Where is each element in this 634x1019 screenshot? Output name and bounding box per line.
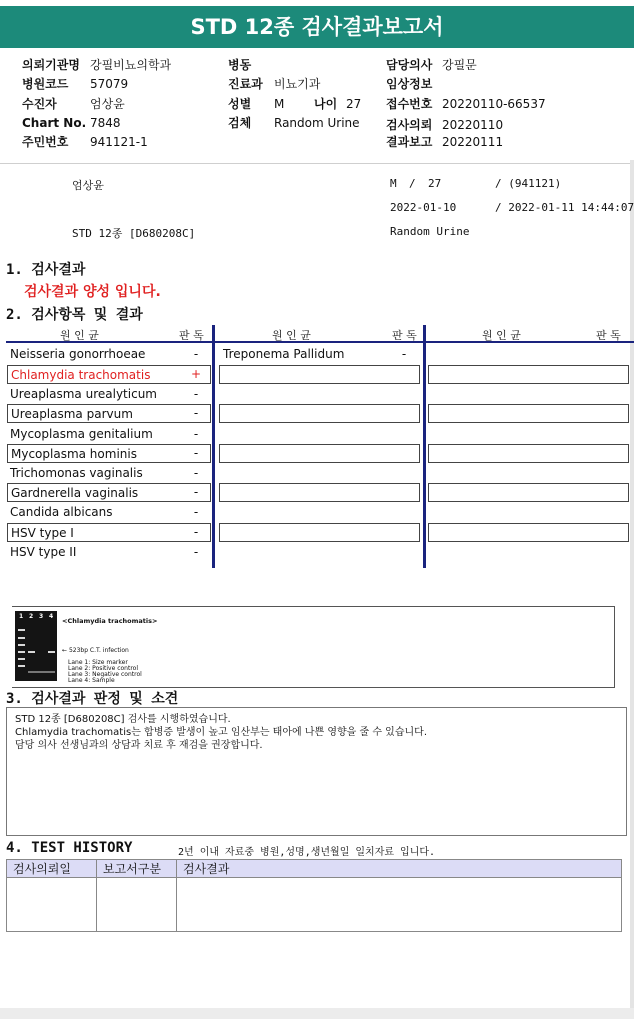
page-edge-right bbox=[630, 160, 634, 1019]
column-header-verdict: 판 독 bbox=[596, 329, 621, 342]
organism-neisseria-gonorrhoeae: Neisseria gonorrhoeae bbox=[10, 347, 146, 361]
header-field-department: 진료과 비뇨기과 bbox=[228, 77, 321, 91]
header-field-receipt-no: 접수번호 20220110-66537 bbox=[386, 97, 546, 111]
report-datetime: / 2022-01-11 14:44:07 bbox=[495, 201, 634, 214]
test-code: STD 12종 [D680208C] bbox=[72, 227, 196, 240]
marker-band bbox=[18, 637, 25, 639]
section-3-title: 3. 검사결과 판정 및 소견 bbox=[6, 691, 179, 707]
header-field-report-date: 결과보고 20220111 bbox=[386, 135, 504, 149]
table-row bbox=[7, 878, 622, 932]
opinion-line: STD 12종 [D680208C] 검사를 시행하였습니다. bbox=[15, 714, 231, 725]
header-field-age: 나이 27 bbox=[314, 97, 362, 111]
table-cell bbox=[7, 878, 97, 932]
lane-number: 4 bbox=[49, 613, 54, 620]
gel-image bbox=[15, 611, 57, 681]
patient-age: 27 bbox=[428, 177, 442, 190]
report-title: STD 12종 검사결과보고서 bbox=[0, 6, 634, 48]
history-note: 2년 이내 자료중 병원,성명,생년월일 일치자료 입니다. bbox=[178, 847, 436, 858]
verdict-gardnerella-vaginalis: - bbox=[193, 485, 199, 499]
header-field-sex: 성별 M bbox=[228, 97, 285, 111]
gel-title: <Chlamydia trachomatis> bbox=[62, 617, 158, 625]
gel-legend-item: Lane 1: Size marker bbox=[68, 659, 128, 666]
patient-sex: M bbox=[390, 177, 397, 190]
gel-electrophoresis-panel bbox=[12, 606, 615, 688]
column-header-result: 검사결과 bbox=[177, 860, 622, 878]
verdict-mycoplasma-hominis: - bbox=[193, 446, 199, 460]
sample-band bbox=[48, 651, 55, 653]
header-field-specimen: 검체 Random Urine bbox=[228, 116, 360, 130]
header-field-clinical-info: 임상정보 bbox=[386, 77, 433, 91]
organism-ureaplasma-urealyticum: Ureaplasma urealyticum bbox=[10, 387, 157, 401]
empty-result-box bbox=[428, 404, 629, 423]
verdict-treponema-pallidum: - bbox=[401, 347, 407, 361]
empty-result-box bbox=[428, 365, 629, 384]
column-header-organism: 원 인 균 bbox=[482, 329, 521, 342]
empty-result-box bbox=[428, 523, 629, 542]
header-field-doctor: 담당의사 강필문 bbox=[386, 58, 477, 72]
empty-result-box bbox=[219, 365, 420, 384]
header-field-ward: 병동 bbox=[228, 58, 252, 72]
column-header-organism: 원 인 균 bbox=[60, 329, 99, 342]
page-edge-bottom bbox=[0, 1008, 634, 1019]
primer-dimer-band bbox=[28, 671, 55, 673]
verdict-hsv-type-2: - bbox=[193, 545, 199, 559]
header-field-institution: 의뢰기관명 강필비뇨의학과 bbox=[22, 58, 172, 72]
result-message: 검사결과 양성 입니다. bbox=[24, 284, 161, 300]
table-cell bbox=[97, 878, 177, 932]
verdict-candida-albicans: - bbox=[193, 505, 199, 519]
lane-number: 2 bbox=[29, 613, 34, 620]
marker-band bbox=[18, 665, 25, 667]
patient-slash: / bbox=[409, 177, 416, 190]
opinion-line: 담당 의사 선생님과의 상담과 치료 후 재검을 권장합니다. bbox=[15, 740, 263, 751]
gel-band-label-text: 523bp C.T. infection bbox=[68, 647, 129, 654]
organism-trichomonas-vaginalis: Trichomonas vaginalis bbox=[10, 466, 143, 480]
empty-result-box bbox=[428, 483, 629, 502]
opinion-line: Chlamydia trachomatis는 합병증 발생이 높고 임산부는 태아에 나쁜 영향을 줄 수 있습니다. bbox=[15, 727, 427, 738]
table-cell bbox=[177, 878, 622, 932]
patient-name: 엄상윤 bbox=[72, 179, 104, 192]
marker-band bbox=[18, 629, 25, 631]
column-header-2 bbox=[214, 327, 424, 343]
empty-result-box bbox=[219, 523, 420, 542]
opinion-box bbox=[6, 707, 627, 836]
marker-band bbox=[18, 644, 25, 646]
column-header-verdict: 판 독 bbox=[392, 329, 417, 342]
marker-band bbox=[18, 658, 25, 660]
header-field-hospital-code: 병원코드 57079 bbox=[22, 77, 129, 91]
organism-mycoplasma-genitalium: Mycoplasma genitalium bbox=[10, 427, 153, 441]
header-field-patient: 수진자 엄상윤 bbox=[22, 97, 125, 111]
empty-result-box bbox=[428, 444, 629, 463]
verdict-ureaplasma-parvum: - bbox=[193, 406, 199, 420]
header-field-request-date: 검사의뢰 20220110 bbox=[386, 118, 504, 132]
positive-control-band bbox=[28, 651, 35, 653]
organism-hsv-type-1: HSV type I bbox=[7, 523, 211, 542]
gel-legend-item: Lane 4: Sample bbox=[68, 677, 115, 684]
organism-treponema-pallidum: Treponema Pallidum bbox=[223, 347, 345, 361]
organism-ureaplasma-parvum: Ureaplasma parvum bbox=[7, 404, 211, 423]
header-divider bbox=[0, 163, 634, 164]
column-header-3 bbox=[426, 327, 634, 343]
header-field-resident-no: 주민번호 941121-1 bbox=[22, 135, 148, 149]
header-field-chart-no: Chart No. 7848 bbox=[22, 116, 121, 130]
empty-result-box bbox=[219, 483, 420, 502]
column-header-request-date: 검사의뢰일 bbox=[7, 860, 97, 878]
organism-chlamydia-trachomatis: Chlamydia trachomatis bbox=[7, 365, 211, 384]
patient-birth: / (941121) bbox=[495, 177, 562, 190]
specimen: Random Urine bbox=[390, 225, 470, 238]
verdict-chlamydia-trachomatis: + bbox=[190, 367, 202, 381]
section-4-title: 4. TEST HISTORY bbox=[6, 840, 133, 856]
organism-hsv-type-2: HSV type II bbox=[10, 545, 77, 559]
request-date: 2022-01-10 bbox=[390, 201, 457, 214]
verdict-mycoplasma-genitalium: - bbox=[193, 427, 199, 441]
table-header-row bbox=[7, 860, 622, 878]
empty-result-box bbox=[219, 444, 420, 463]
gel-legend-item: Lane 2: Positive control bbox=[68, 665, 139, 672]
section-1-title: 1. 검사결과 bbox=[6, 262, 86, 278]
lane-number: 3 bbox=[39, 613, 44, 620]
column-header-verdict: 판 독 bbox=[179, 329, 204, 342]
organism-gardnerella-vaginalis: Gardnerella vaginalis bbox=[7, 483, 211, 502]
organism-candida-albicans: Candida albicans bbox=[10, 505, 113, 519]
marker-band bbox=[18, 651, 25, 653]
empty-result-box bbox=[219, 404, 420, 423]
section-2-title: 2. 검사항목 및 결과 bbox=[6, 307, 143, 323]
column-divider bbox=[423, 325, 426, 568]
column-divider bbox=[212, 325, 215, 568]
column-header-report-type: 보고서구분 bbox=[97, 860, 177, 878]
verdict-ureaplasma-urealyticum: - bbox=[193, 387, 199, 401]
organism-mycoplasma-hominis: Mycoplasma hominis bbox=[7, 444, 211, 463]
verdict-neisseria-gonorrhoeae: - bbox=[193, 347, 199, 361]
column-header-organism: 원 인 균 bbox=[272, 329, 311, 342]
gel-legend-item: Lane 3: Negative control bbox=[68, 671, 142, 678]
verdict-hsv-type-1: - bbox=[193, 525, 199, 539]
gel-band-label: ← 523bp C.T. infection bbox=[62, 647, 129, 654]
lane-number: 1 bbox=[19, 613, 24, 620]
verdict-trichomonas-vaginalis: - bbox=[193, 466, 199, 480]
column-header-1 bbox=[6, 327, 212, 343]
test-history-table bbox=[6, 859, 622, 932]
